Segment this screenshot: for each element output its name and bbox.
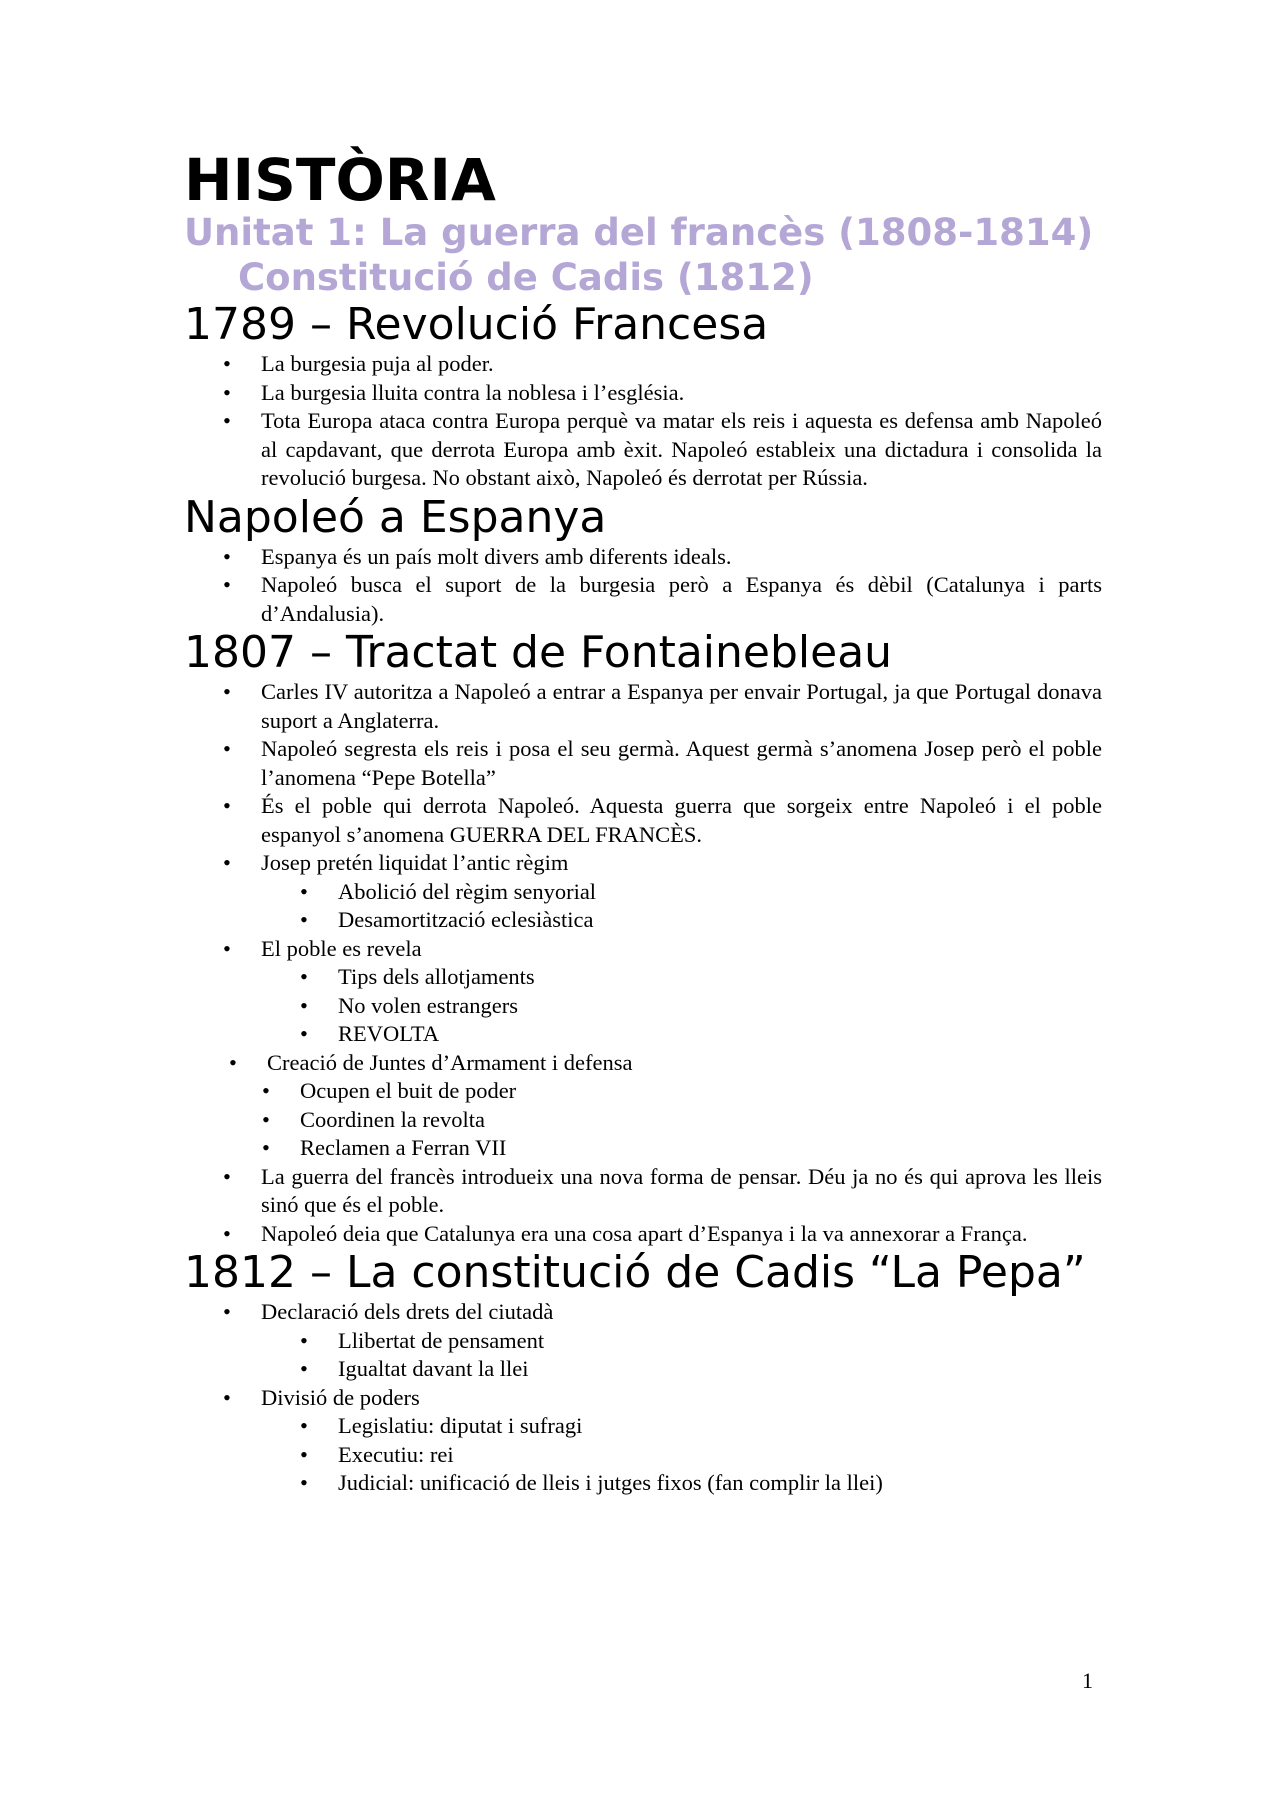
bullet-icon: • xyxy=(229,1049,237,1075)
bullet-icon: • xyxy=(262,1078,270,1103)
list-item xyxy=(184,1220,1102,1249)
list-subitem xyxy=(184,1020,1102,1049)
list-item-text: Napoleó segresta els reis i posa el seu germà. Aquest germà s’anomena Josep però el poble l’anomena “Pepe Botella” xyxy=(261,736,1102,790)
list-item xyxy=(184,350,1102,379)
bullet-icon: • xyxy=(262,1135,270,1160)
list-subitem xyxy=(184,1327,1102,1356)
list-item xyxy=(184,678,1102,735)
list-item-text: Creació de Juntes d’Armament i defensa xyxy=(267,1049,633,1075)
bullet-icon: • xyxy=(262,1106,270,1132)
bullet-icon: • xyxy=(300,907,308,932)
section-heading-napoleo: Napoleó a Espanya xyxy=(184,491,607,543)
list-item-text: Igualtat davant la llei xyxy=(338,1356,529,1381)
bullet-icon: • xyxy=(223,351,231,376)
page-number: 1 xyxy=(1082,1668,1093,1693)
bullet-icon: • xyxy=(223,679,231,704)
list-subitem xyxy=(184,1106,1102,1135)
list-item-text: Desamortització eclesiàstica xyxy=(338,907,594,932)
bullet-icon: • xyxy=(300,992,308,1018)
bullet-icon: • xyxy=(223,379,231,405)
list-subitem xyxy=(184,1355,1102,1384)
document-title: HISTÒRIA xyxy=(184,146,496,214)
list-item-text: Espanya és un país molt divers amb diferents ideals. xyxy=(261,543,732,569)
list-item-text: Coordinen la revolta xyxy=(300,1106,485,1132)
list-item-text: No volen estrangers xyxy=(338,992,518,1018)
list-item-text: Divisió de poders xyxy=(261,1384,420,1410)
list-item-text: Tota Europa ataca contra Europa perquè va matar els reis i aquesta es defensa amb Napoleó al capdavant, que derrota Europa amb èxit. Napoleó estableix una dictadura i consolida la revolució burgesa. No obstant això, Napoleó és derrotat per Rússia. xyxy=(261,408,1102,490)
list-subitem xyxy=(184,878,1102,907)
list-item-text: REVOLTA xyxy=(338,1021,440,1046)
constitution-subtitle: Constitució de Cadis (1812) xyxy=(238,256,814,299)
section-heading-constitucio: 1812 – La constitució de Cadis “La Pepa” xyxy=(184,1247,1086,1298)
list-item-text: La guerra del francès introdueix una nova forma de pensar. Déu ja no és qui aprova les lleis sinó que és el poble. xyxy=(261,1163,1102,1217)
list-subitem xyxy=(184,1134,1102,1163)
list-item-text: Napoleó busca el suport de la burgesia però a Espanya és dèbil (Catalunya i parts d’Andalusia). xyxy=(261,572,1102,626)
list-item xyxy=(184,792,1102,849)
bullet-icon: • xyxy=(223,543,231,569)
list-item xyxy=(184,1049,1102,1078)
list-subitem xyxy=(184,963,1102,992)
bullet-icon: • xyxy=(223,850,231,875)
bullet-icon: • xyxy=(300,1470,308,1495)
list-item-text: Abolició del règim senyorial xyxy=(338,878,597,904)
list-subitem xyxy=(184,1469,1102,1498)
list-subitem xyxy=(184,1441,1102,1470)
bullet-icon: • xyxy=(223,935,231,961)
section-heading-revolucio: 1789 – Revolució Francesa xyxy=(184,299,769,350)
list-item-text: Josep pretén liquidat l’antic règim xyxy=(261,850,569,875)
list-item-text: Llibertat de pensament xyxy=(338,1327,545,1353)
list-item xyxy=(184,407,1102,493)
list-item-text: Ocupen el buit de poder xyxy=(300,1078,517,1103)
list-item xyxy=(184,543,1102,572)
bullet-icon: • xyxy=(300,1327,308,1353)
list-item-text: El poble es revela xyxy=(261,935,422,961)
bullet-icon: • xyxy=(223,793,231,818)
list-subitem xyxy=(184,1412,1102,1441)
list-subitem xyxy=(184,1077,1102,1106)
list-item-text: És el poble qui derrota Napoleó. Aquesta guerra que sorgeix entre Napoleó i el poble espanyol s’anomena GUERRA DEL FRANCÈS. xyxy=(261,793,1102,847)
list-item-text: Judicial: unificació de lleis i jutges fixos (fan complir la llei) xyxy=(338,1470,883,1495)
bullet-icon: • xyxy=(300,1021,308,1046)
list-item-text: La burgesia puja al poder. xyxy=(261,351,494,376)
list-item xyxy=(184,735,1102,792)
bullet-icon: • xyxy=(300,1413,308,1438)
bullet-icon: • xyxy=(300,878,308,904)
bullet-icon: • xyxy=(223,1163,231,1189)
list-item xyxy=(184,1163,1102,1220)
list-subitem xyxy=(184,992,1102,1021)
bullet-icon: • xyxy=(223,572,231,597)
bullet-icon: • xyxy=(223,736,231,761)
list-item-text: Legislatiu: diputat i sufragi xyxy=(338,1413,583,1438)
list-item-text: Reclamen a Ferran VII xyxy=(300,1135,507,1160)
bullet-icon: • xyxy=(223,1220,231,1246)
bullet-icon: • xyxy=(223,1299,231,1324)
list-item xyxy=(184,1298,1102,1327)
section-list-napoleo xyxy=(184,543,1102,629)
section-list-constitucio xyxy=(184,1298,1102,1498)
list-item xyxy=(184,935,1102,964)
list-subitem xyxy=(184,906,1102,935)
bullet-icon: • xyxy=(223,1384,231,1410)
bullet-icon: • xyxy=(300,964,308,989)
section-list-revolucio xyxy=(184,350,1102,493)
list-item xyxy=(184,379,1102,408)
unit-subtitle: Unitat 1: La guerra del francès (1808-1814) xyxy=(184,211,1094,254)
list-item xyxy=(184,849,1102,878)
list-item-text: Declaració dels drets del ciutadà xyxy=(261,1299,554,1324)
list-item-text: Carles IV autoritza a Napoleó a entrar a Espanya per envair Portugal, ja que Portugal donava suport a Anglaterra. xyxy=(261,679,1102,733)
list-item-text: La burgesia lluita contra la noblesa i l’església. xyxy=(261,379,685,405)
document-page xyxy=(184,146,1102,1498)
list-item xyxy=(184,1384,1102,1413)
list-item xyxy=(184,571,1102,628)
bullet-icon: • xyxy=(300,1441,308,1467)
bullet-icon: • xyxy=(300,1356,308,1381)
section-list-fontainebleau xyxy=(184,678,1102,1248)
list-item-text: Napoleó deia que Catalunya era una cosa apart d’Espanya i la va annexorar a França. xyxy=(261,1220,1028,1246)
list-item-text: Tips dels allotjaments xyxy=(338,964,535,989)
section-heading-fontainebleau: 1807 – Tractat de Fontainebleau xyxy=(184,627,893,678)
list-item-text: Executiu: rei xyxy=(338,1441,454,1467)
bullet-icon: • xyxy=(223,408,231,433)
